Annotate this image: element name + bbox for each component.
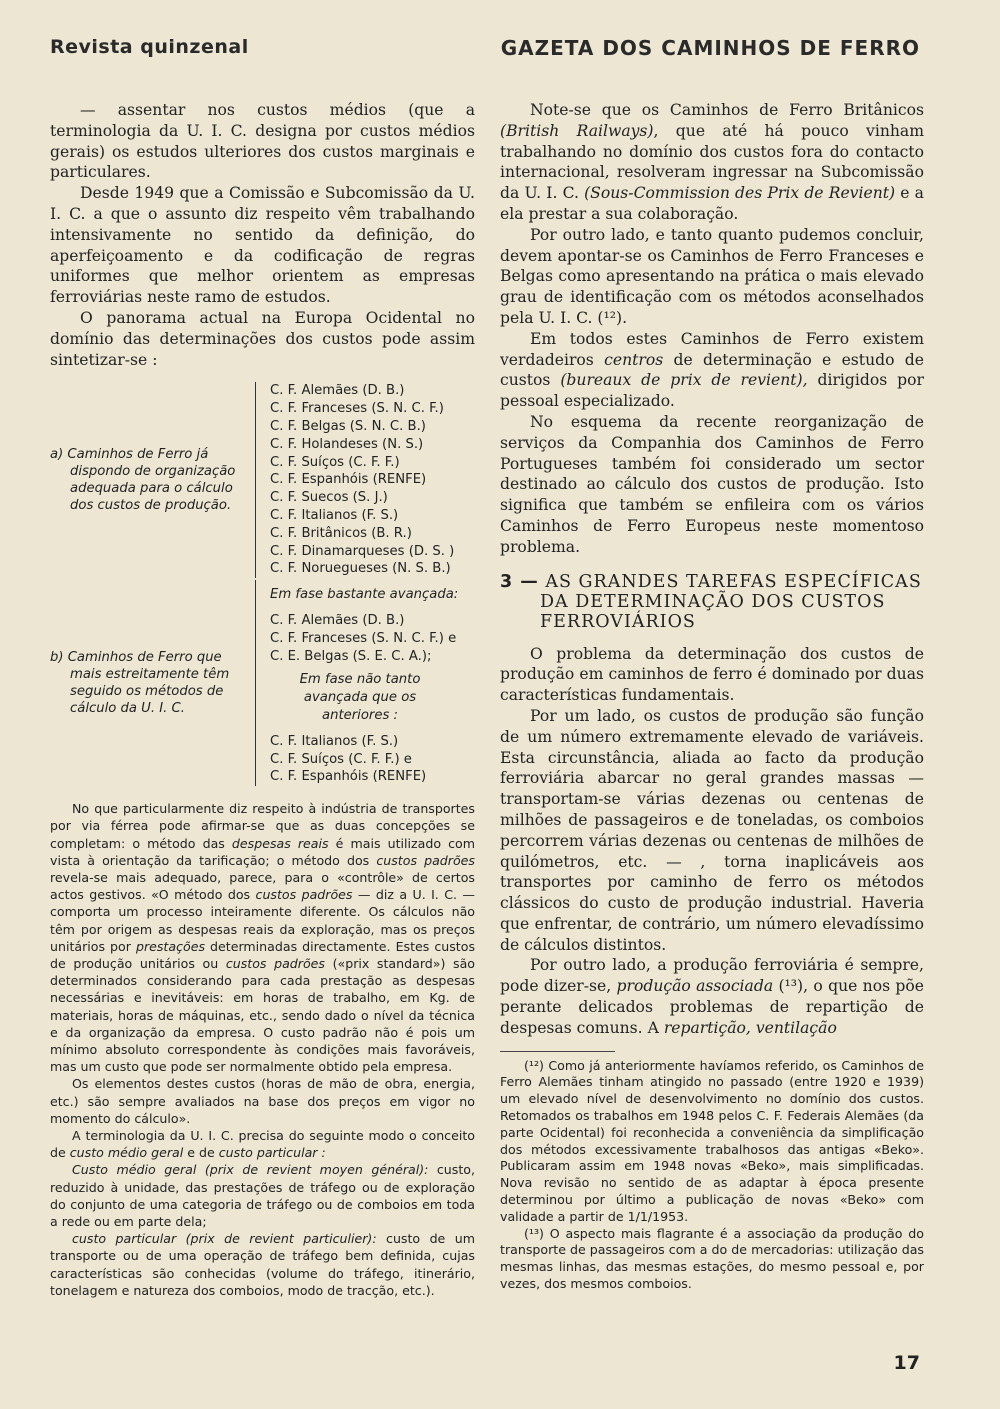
- paragraph: Desde 1949 que a Comissão e Subcomissão da U. I. C. a que o assunto diz respeito vêm trabalhando intensivamente no sentido da definição, do aperfeiçoamento e da codificação de regras uniformes que melhor orientem as empresas ferroviárias neste ramo de estudos.: [50, 184, 475, 307]
- text-run-italic: produção associada: [616, 977, 774, 996]
- text-run: Note-se que os Caminhos de Ferro Britânicos: [530, 101, 924, 119]
- list-item: C. E. Belgas (S. E. C. A.);: [270, 648, 432, 664]
- section-heading: [500, 572, 924, 632]
- list-item: C. F. Belgas (S. N. C. B.): [270, 418, 426, 434]
- paragraph: [50, 1230, 475, 1299]
- text-run-italic: custos padrões: [255, 887, 353, 903]
- text-run: («prix standard») são determinados considerando para cada prestação as despesas necessárias e inevitáveis: em horas de trabalho, em Kg. de materiais, horas de máquinas, etc., sendo dado o nível da técnica e da organização da empresa. O custo padrão não é pois um mínimo absoluto correspondente às condições mais favoráveis, mas um custo que pode ser normalmente obtido pela empresa.: [50, 955, 475, 1075]
- text-run-italic: custo particular :: [218, 1145, 326, 1161]
- text-run: de determinação e estudo de custos: [500, 350, 924, 390]
- paragraph: Por outro lado, e tanto quanto pudemos concluir, devem apontar-se os Caminhos de Ferro Franceses e Belgas como apresentando na prática o mais elevado grau de identificação com os métodos aconselhados pela U. I. C. (¹²).: [500, 225, 924, 327]
- text-run: , que até há pouco vinham trabalhando no domínio dos custos fora do contacto internacional, resolveram ingressar na Subcomissão da U. I. C.: [500, 121, 924, 203]
- list-item: C. F. Franceses (S. N. C. F.): [270, 401, 444, 417]
- text-run: No que particularmente diz respeito à indústria de transportes por via férrea pode afirmar-se que as duas concepções se completam: o método das: [50, 801, 475, 851]
- group-a-label-first: a) Caminhos de Ferro já: [50, 447, 209, 463]
- text-run-italic: repartição, ventilação: [663, 1018, 837, 1037]
- text-run: — diz a U. I. C. — comporta um processo inteiramente diferente. Os cálculos não têm por origem as despesas reais da exploração, mas os preços unitários por: [50, 887, 475, 954]
- paragraph: [50, 1127, 475, 1161]
- list-item: C. F. Suíços (C. F. F.) e: [270, 751, 412, 767]
- paragraph: O panorama actual na Europa Ocidental no domínio das determinações dos custos pode assim sintetizar-se :: [50, 308, 475, 369]
- page-number: 17: [893, 1352, 920, 1374]
- text-run-italic: (bureaux de prix de revient),: [560, 371, 808, 390]
- group-a: [50, 382, 475, 578]
- list-item: C. F. Espanhóis (RENFE): [270, 769, 427, 785]
- section-number: 3 —: [500, 571, 539, 592]
- group-a-label: [50, 446, 255, 514]
- list-item: C. F. Dinamarqueses (D. S. ): [270, 543, 455, 559]
- list-item: C. F. Noruegueses (N. S. B.): [270, 561, 451, 577]
- text-run: é mais utilizado com vista à orientação da tarificação; o método dos: [50, 835, 476, 868]
- paragraph: [500, 329, 924, 412]
- group-a-list: [255, 382, 454, 578]
- section-heading-line-3: FERROVIÁRIOS: [540, 611, 696, 632]
- footnotes: [500, 1058, 924, 1293]
- paragraph: [500, 100, 924, 225]
- left-small-text: [50, 800, 475, 1299]
- list-item: C. F. Holandeses (N. S.): [270, 436, 424, 452]
- group-b-label-first: b) Caminhos de Ferro que: [50, 650, 222, 666]
- paragraph: [500, 955, 924, 1038]
- list-item: C. F. Alemães (D. B.): [270, 612, 405, 628]
- footnote-12: (¹²) Como já anteriormente havíamos referido, os Caminhos de Ferro Alemães tinham atingido no passado (entre 1920 e 1939) um elevado nível de desenvolvimento no domínio dos custos. Retomados os trabalhos em 1948 pelos C. F. Federais Alemães (da parte Ocidental) foi reconhecida a conveniência da simplificação dos métodos excessivamente trabalhosos das antigas «Beko». Publicaram assim em 1948 novas «Beko», mais simplificadas. Nova revisão no sentido de as adaptar à época presente determinou por último a publicação de novas «Beko» com validade a partir de 1/1/1953.: [500, 1057, 924, 1224]
- text-run-italic: Custo médio geral (prix de revient moyen général):: [72, 1162, 429, 1178]
- group-b: [50, 580, 475, 786]
- paragraph: O problema da determinação dos custos de produção em caminhos de ferro é dominado por duas características fundamentais.: [500, 644, 924, 705]
- list-item: C. F. Suecos (S. J.): [270, 490, 388, 506]
- paragraph: [50, 1161, 475, 1230]
- text-run: e a ela prestar a sua colaboração.: [500, 184, 924, 223]
- group-b-subheading-1: Em fase bastante avançada:: [270, 587, 459, 603]
- footnote-13: (¹³) O aspecto mais flagrante é a associação da produção do transporte de passageiros com a do de mercadorias: utilização das mesmas linhas, das mesmas estações, do mesmo pessoal e, por vezes, dos mesmos comboios.: [500, 1225, 924, 1292]
- left-column: [50, 100, 475, 1299]
- running-header-right: GAZETA DOS CAMINHOS DE FERRO: [500, 36, 920, 60]
- list-item: C. F. Alemães (D. B.): [270, 383, 405, 399]
- text-run-italic: (Sous-Commission des Prix de Revient): [584, 184, 896, 203]
- text-run-italic: custos padrões: [376, 852, 475, 868]
- group-b-subheading-2: Em fase não tanto avançada que os anteriores :: [299, 672, 421, 723]
- list-item: C. F. Espanhóis (RENFE): [270, 472, 427, 488]
- list-item: C. F. Italianos (F. S.): [270, 507, 399, 523]
- text-run: dirigidos por pessoal especializado.: [500, 371, 924, 411]
- text-run: (¹³), o que nos põe perante delicados problemas de repartição de despesas comuns. A: [500, 977, 924, 1037]
- paragraph: — assentar nos custos médios (que a terminologia da U. I. C. designa por custos médios gerais) os estudos ulteriores dos custos marginais e particulares.: [50, 101, 475, 182]
- text-run-italic: custo particular (prix de revient particulier):: [72, 1231, 377, 1247]
- text-run-italic: centros: [604, 350, 664, 369]
- right-serif-text-2: [500, 644, 924, 1039]
- list-item: C. F. Suíços (C. F. F.): [270, 454, 400, 470]
- section-heading-text: AS GRANDES TAREFAS ESPECÍFICAS: [545, 571, 922, 592]
- group-b-list: [255, 580, 458, 786]
- group-b-label: [50, 649, 255, 717]
- paragraph: [50, 800, 475, 1075]
- section-heading-line-1: [500, 572, 924, 592]
- text-run: Em todos estes Caminhos de Ferro existem verdadeiros: [500, 329, 924, 369]
- text-run-italic: custos padrões: [225, 955, 325, 971]
- right-serif-text: [500, 100, 924, 558]
- list-item: C. F. Italianos (F. S.): [270, 733, 399, 749]
- group-a-label-rest: dispondo de organização adequada para o cálculo dos custos de produção.: [70, 464, 236, 514]
- text-run-italic: despesas reais: [231, 835, 329, 851]
- running-header-left: Revista quinzenal: [50, 36, 249, 58]
- text-run: Por outro lado, a produção ferroviária é sempre, pode dizer-se,: [500, 956, 924, 996]
- footnote-rule: [500, 1051, 615, 1052]
- text-run: A terminologia da U. I. C. precisa do seguinte modo o conceito de: [50, 1127, 475, 1161]
- left-serif-text: [50, 100, 475, 370]
- list-item: C. F. Britânicos (B. R.): [270, 525, 412, 541]
- group-b-label-rest: mais estreitamente têm seguido os métodos de cálculo da U. I. C.: [70, 667, 230, 717]
- text-run: revela-se mais adequado, parece, para o «contrôle» de certos actos gestivos. «O método dos: [50, 869, 475, 903]
- paragraph: No esquema da recente reorganização de serviços da Companhia dos Caminhos de Ferro Portugueses também foi considerado um sector destinado ao cálculo dos custos de produção. Isto significa que também se enfileira com os vários Caminhos de Ferro Europeus neste momentoso problema.: [500, 412, 924, 556]
- text-run: e de: [183, 1145, 219, 1161]
- text-run: custo de um transporte ou de uma operação de tráfego bem definida, cujas características são conhecidas (volume do tráfego, itinerário, tonelagem e natureza dos comboios, modo de tracção, etc.).: [50, 1231, 475, 1298]
- section-heading-line-2: DA DETERMINAÇÃO DOS CUSTOS: [540, 591, 886, 612]
- list-item: C. F. Franceses (S. N. C. F.) e: [270, 630, 457, 646]
- paragraph: Os elementos destes custos (horas de mão de obra, energia, etc.) são sempre avaliados na base dos preços em vigor no momento do cálculo».: [50, 1076, 475, 1126]
- text-run-italic: (British Railways): [500, 121, 654, 140]
- text-run-italic: prestações: [135, 938, 206, 954]
- text-run: determinadas directamente. Estes custos de produção unitários ou: [50, 938, 476, 971]
- paragraph: Por um lado, os custos de produção são função de um número extremamente elevado de variáveis. Esta circunstância, aliada ao facto da produção ferroviária abarcar no geral grandes massas — transportam-se várias dezenas ou centenas de milhões de passageiros e de toneladas, os comboios percorrem várias dezenas ou centenas de milhões de quilómetros, etc. — , torna inaplicáveis aos transportes por caminho de ferro os métodos clássicos do custo de produção industrial. Haveria que enfrentar, de contrário, um número elevadíssimo de cálculos distintos.: [500, 706, 924, 954]
- right-column: [500, 100, 924, 1293]
- text-run-italic: custo médio geral: [69, 1145, 184, 1161]
- text-run: custo, reduzido à unidade, das prestações de tráfego ou de exploração do conjunto de uma categoria de tráfego ou de comboios em toda a rede ou em parte dela;: [50, 1162, 475, 1229]
